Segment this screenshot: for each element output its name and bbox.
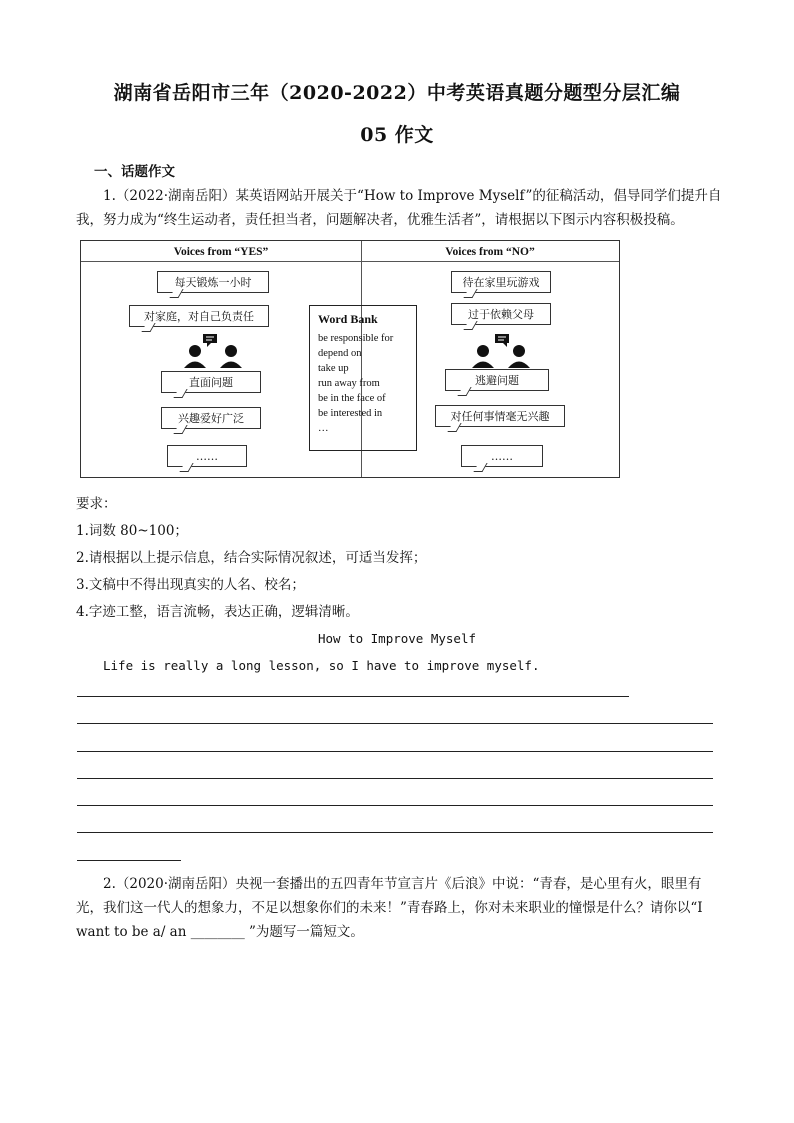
writing-line	[77, 805, 713, 806]
word-bank-item: depend on	[318, 348, 362, 359]
yes-bubble: 对家庭，对自己负责任	[129, 305, 269, 327]
section-heading: 一、话题作文	[94, 164, 175, 180]
writing-line	[77, 778, 713, 779]
word-bank-item: run away from	[318, 378, 380, 389]
requirement-item: 4.字迹工整，语言流畅，表达正确，逻辑清晰。	[76, 604, 359, 620]
no-header: Voices from “NO”	[445, 246, 535, 258]
people-talking-icon	[469, 333, 541, 369]
essay-title: How to Improve Myself	[317, 631, 477, 646]
header-divider	[81, 261, 619, 262]
word-bank-item: be responsible for	[318, 333, 394, 344]
requirements-heading: 要求：	[76, 496, 117, 512]
requirement-item: 3.文稿中不得出现真实的人名、校名；	[76, 577, 305, 593]
requirement-item: 1.词数 80~100；	[76, 523, 188, 539]
no-bubble: 逃避问题	[445, 369, 549, 391]
no-bubble: 待在家里玩游戏	[451, 271, 551, 293]
word-bank-title: Word Bank	[318, 312, 378, 326]
writing-line	[77, 751, 713, 752]
writing-line	[77, 723, 713, 724]
yes-header: Voices from “YES”	[173, 246, 269, 258]
word-bank	[309, 305, 417, 451]
word-bank-item: …	[318, 423, 329, 434]
document-title: 湖南省岳阳市三年（2020-2022）中考英语真题分题型分层汇编	[113, 82, 681, 104]
question-1-text: 1.（2022·湖南岳阳）某英语网站开展关于“How to Improve Myself”的征稿活动，倡导同学们提升自我，努力成为“终生运动者，责任担当者，问题解决者，优雅生活者”，请根据以下图示内容积极投稿。	[76, 188, 722, 228]
word-bank-item: be interested in	[318, 408, 383, 419]
yes-bubble: 每天锻炼一小时	[157, 271, 269, 293]
no-bubble: ……	[461, 445, 543, 467]
people-talking-icon	[181, 333, 253, 369]
yes-bubble: 兴趣爱好广泛	[161, 407, 261, 429]
yes-bubble: ……	[167, 445, 247, 467]
document-subtitle: 05 作文	[360, 124, 434, 146]
word-bank-item: be in the face of	[318, 393, 386, 404]
question-2-text: 2.（2020·湖南岳阳）央视一套播出的五四青年节宣言片《后浪》中说：“青春，是心里有火，眼里有光，我们这一代人的想象力，不足以想象你们的未来！”青春路上，你对未来职业的憧憬是什么？请你以“I want to be a/ an ________ ”为题写一篇短文。	[76, 876, 703, 940]
requirement-item: 2.请根据以上提示信息，结合实际情况叙述，可适当发挥；	[76, 550, 427, 566]
prompt-figure	[80, 240, 620, 478]
word-bank-item: take up	[318, 363, 349, 374]
writing-line	[77, 832, 713, 833]
writing-line	[77, 696, 629, 697]
essay-opening: Life is really a long lesson, so I have to improve myself.	[103, 658, 540, 673]
yes-bubble: 直面问题	[161, 371, 261, 393]
writing-line	[77, 860, 181, 861]
no-bubble: 对任何事情毫无兴趣	[435, 405, 565, 427]
no-bubble: 过于依赖父母	[451, 303, 551, 325]
